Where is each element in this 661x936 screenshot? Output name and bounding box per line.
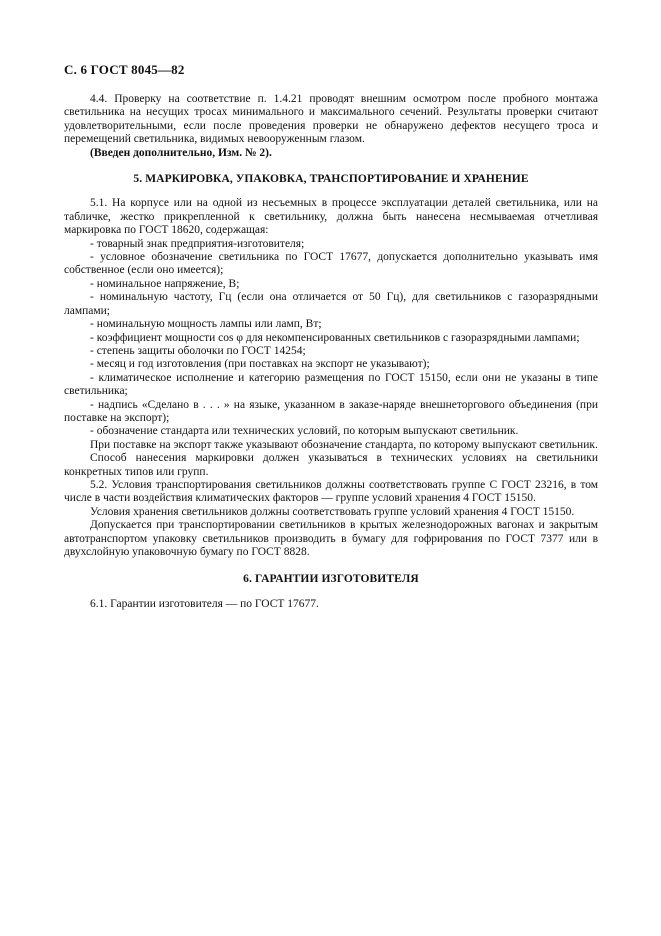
section-6-heading: 6. ГАРАНТИИ ИЗГОТОВИТЕЛЯ bbox=[243, 573, 419, 586]
paragraph-6-1: 6.1. Гарантии изготовителя — по ГОСТ 17677. bbox=[90, 597, 319, 610]
section-5-heading: 5. МАРКИРОВКА, УПАКОВКА, ТРАНСПОРТИРОВАНИЕ И ХРАНЕНИЕ bbox=[133, 173, 529, 186]
paragraph-4-4: 4.4. Проверку на соответствие п. 1.4.21 проводят внешним осмотром после пробного монтажа светильника на несущих тросах минимального и максимального сечений. Результаты проверки считают удовлетворительными, если после проведения проверки не обнаружено дефектов несущего троса и перемещений светильника, видимых невооруженным глазом. bbox=[64, 93, 598, 146]
page-header: С. 6 ГОСТ 8045—82 bbox=[64, 62, 185, 77]
list-item: - степень защиты оболочки по ГОСТ 14254; bbox=[90, 344, 306, 357]
list-item: - обозначение стандарта или технических условий, по которым выпускают светильник. bbox=[90, 425, 519, 438]
list-item: - условное обозначение светильника по ГОСТ 17677, допускается дополнительно указывать имя собственное (если оно имеется); bbox=[64, 251, 598, 277]
list-item: - надпись «Сделано в . . . » на языке, указанном в заказе-наряде внешнеторгового объединения (при поставке на экспорт); bbox=[64, 398, 598, 424]
list-item: - климатическое исполнение и категорию размещения по ГОСТ 15150, если они не указаны в типе светильника; bbox=[64, 371, 598, 398]
paragraph-marking-method: Способ нанесения маркировки должен указываться в технических условиях на светильники конкретных типов или групп. bbox=[64, 452, 598, 478]
paragraph-transport-packaging: Допускается при транспортировании светильников в крытых железнодорожных вагонах и закрытым автотранспортом упаковку светильников производить в бумагу для гофрирования по ГОСТ 7377 или в двухслойную упаковочную бумагу по ГОСТ 8828. bbox=[64, 519, 598, 558]
list-item: - товарный знак предприятия-изготовителя; bbox=[90, 237, 305, 250]
paragraph-storage: Условия хранения светильников должны соответствовать группе условий хранения 4 ГОСТ 15150. bbox=[90, 505, 575, 518]
list-item: - месяц и год изготовления (при поставках на экспорт не указывают); bbox=[90, 358, 430, 371]
paragraph-5-2: 5.2. Условия транспортирования светильников должны соответствовать группе С ГОСТ 23216, в том числе в части воздействия климатических факторов — группе условий хранения 4 ГОСТ 15150. bbox=[64, 478, 598, 505]
paragraph-export: При поставке на экспорт также указывают обозначение стандарта, по которому выпускают светильник. bbox=[90, 438, 598, 451]
list-item: - коэффициент мощности cos φ для некомпенсированных светильников с газоразрядными лампами; bbox=[90, 331, 580, 344]
list-item: - номинальную частоту, Гц (если она отличается от 50 Гц), для светильников с газоразрядными лампами; bbox=[64, 291, 598, 317]
list-item: - номинальную мощность лампы или ламп, Вт; bbox=[90, 318, 322, 331]
paragraph-5-1: 5.1. На корпусе или на одной из несъемных в процессе эксплуатации деталей светильника, или на табличке, жестко прикрепленной к светильнику, должна быть нанесена несмываемая отчетливая маркировка по ГОСТ 18620, содержащая: bbox=[64, 197, 598, 237]
amendment-note: (Введен дополнительно, Изм. № 2). bbox=[90, 146, 272, 159]
document-body bbox=[64, 93, 598, 611]
list-item: - номинальное напряжение, В; bbox=[90, 277, 240, 290]
